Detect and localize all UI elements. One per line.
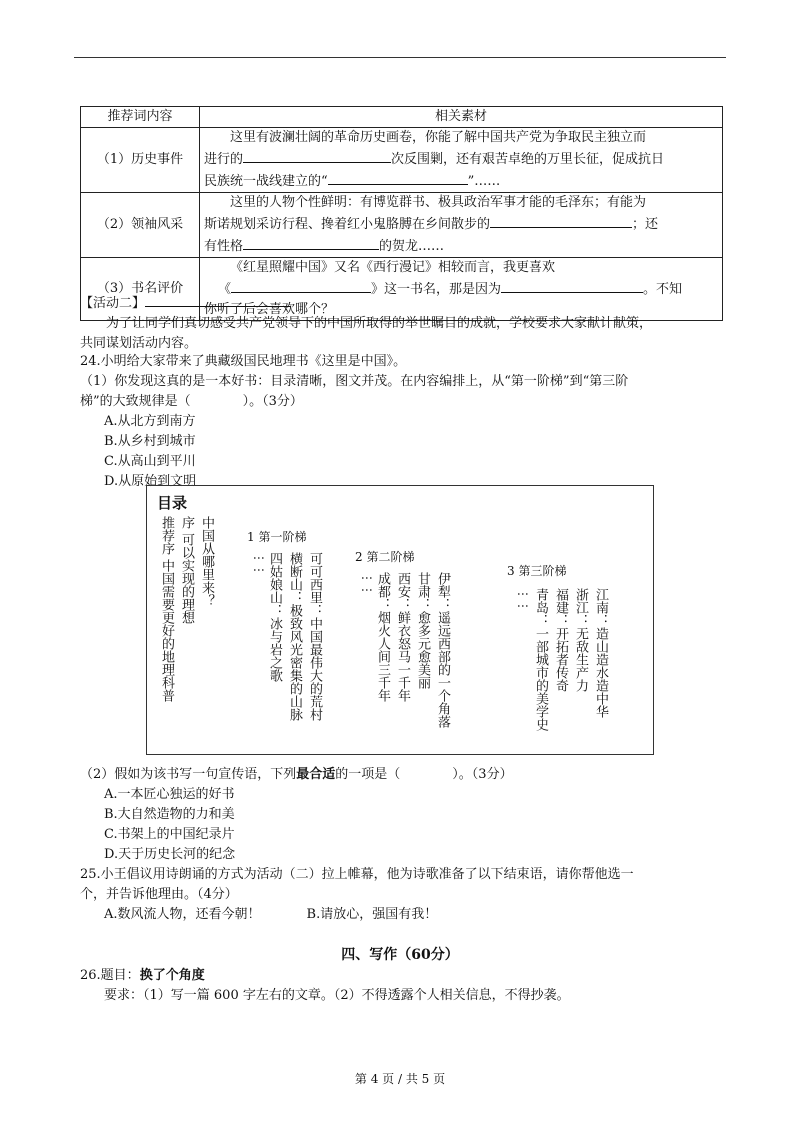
table-row <box>81 128 723 193</box>
row-line: 这里的人物个性鲜明：有博览群书、极具政治军事才能的毛泽东；有能为 <box>230 195 647 210</box>
option-a[interactable]: A.一本匠心独运的好书 <box>104 787 235 802</box>
question-24 <box>80 352 730 492</box>
text: 次反围剿，还有艰苦卓绝的万里长征，促成抗日 <box>391 152 665 167</box>
toc-entry: 西安：鲜衣怒马一千年 <box>395 572 410 702</box>
row-label: （3）书名评价 <box>81 258 200 321</box>
toc-entry: 青岛：一部城市的美学史 <box>533 588 548 731</box>
row-line <box>204 213 718 235</box>
ellipsis-icon: ⋮⋮ <box>516 588 530 612</box>
row-line <box>204 235 718 257</box>
table-row <box>81 193 723 258</box>
activity2-intro: 共同谋划活动内容。 <box>80 336 198 351</box>
text: 民族统一战线建立的“ <box>204 174 328 189</box>
text: 》这一书名，那是因为 <box>371 282 502 297</box>
q25-stem: 25.小王倡议用诗朗诵的方式为活动（二）拉上帷幕，他为诗歌准备了以下结束语，请你帮他选一 <box>80 867 634 882</box>
row-content <box>200 128 723 193</box>
option-b[interactable]: B.请放心，强国有我！ <box>306 907 438 922</box>
row-line: 《红星照耀中国》又名《西行漫记》相较而言，我更喜欢 <box>230 260 556 275</box>
question-26 <box>80 966 730 1006</box>
page-footer: 第 4 页 / 共 5 页 <box>354 1072 446 1086</box>
text: 26.题目： <box>80 968 140 983</box>
activity2-block <box>80 292 730 354</box>
answer-blank[interactable] <box>243 235 379 250</box>
text: 斯诺规划采访行程、搀着红小鬼胳膊在乡间散步的 <box>204 217 491 232</box>
q26-requirements: 要求：（1）写一篇 600 字左右的文章。（2）不得透露个人相关信息，不得抄袭。 <box>104 988 570 1003</box>
activity2-line <box>80 292 730 314</box>
row-line <box>204 148 718 170</box>
recommendation-table <box>80 106 723 321</box>
row-line: 你听了后会喜欢哪个？ <box>204 302 335 317</box>
q25-options <box>104 905 730 925</box>
table-of-contents-figure <box>146 485 654 755</box>
toc-stage-heading: 2 第二阶梯 <box>355 550 415 564</box>
header-rule <box>74 57 726 58</box>
question-25 <box>80 865 730 925</box>
answer-blank[interactable] <box>501 278 643 293</box>
table-header-left: 推荐词内容 <box>81 107 200 128</box>
text: ；还 <box>632 217 659 232</box>
question-24-part2 <box>80 765 730 865</box>
text: 《 <box>218 282 232 297</box>
toc-entry: 中国从哪里来？ <box>199 516 214 607</box>
q24-stem: 24.小明给大家带来了典藏级国民地理书《这里是中国》。 <box>80 354 407 369</box>
option-a[interactable]: A.从北方到南方 <box>104 414 196 429</box>
activity2-label: 【活动二】 <box>80 296 146 311</box>
toc-entry: 四姑娘山：冰与岩之歌 <box>267 552 282 682</box>
toc-entry: 序 可以实现的理想 <box>179 516 194 625</box>
toc-title: 目录 <box>157 494 188 512</box>
option-d[interactable]: D.从原始到文明 <box>104 474 197 489</box>
text: （2）假如为该书写一句宣传语，下列 <box>80 767 297 782</box>
row-line <box>204 170 718 192</box>
answer-blank[interactable] <box>231 278 371 293</box>
text: 。不知 <box>643 282 683 297</box>
row-line: 这里有波澜壮阔的革命历史画卷，你能了解中国共产党为争取民主独立而 <box>230 130 647 145</box>
text: 进行的 <box>204 152 244 167</box>
essay-title: 换了个角度 <box>139 968 205 983</box>
q24-part1: （1）你发现这真的是一本好书：目录清晰，图文并茂。在内容编排上，从“第一阶梯”到“第三阶 <box>80 374 629 389</box>
toc-entry: 横断山：极致风光密集的山脉 <box>287 552 302 721</box>
row-content <box>200 193 723 258</box>
toc-entry: 甘肃：愈多元愈美丽 <box>415 572 430 689</box>
toc-entry: 浙江：无敌生产力 <box>573 588 588 692</box>
table-header-row <box>81 107 723 128</box>
activity2-title-blank[interactable] <box>145 292 291 307</box>
option-c[interactable]: C.从高山到平川 <box>104 454 196 469</box>
section-heading-writing: 四、写作（60分） <box>341 947 459 963</box>
text: 的贺龙…… <box>379 239 445 254</box>
text: ”…… <box>467 174 501 189</box>
table-header-right: 相关素材 <box>200 107 723 128</box>
text: 的一项是（ ）。（3分） <box>335 767 513 782</box>
toc-stage-heading: 1 第一阶梯 <box>247 530 307 544</box>
option-c[interactable]: C.书架上的中国纪录片 <box>104 827 235 842</box>
row-label: （2）领袖风采 <box>81 193 200 258</box>
row-label: （1）历史事件 <box>81 128 200 193</box>
activity2-intro: 为了让同学们真切感受共产党领导下的中国所取得的举世瞩目的成就，学校要求大家献计献策， <box>106 316 653 331</box>
answer-blank[interactable] <box>328 170 468 185</box>
q24-part1: 梯”的大致规律是（ ）。（3分） <box>80 394 303 409</box>
toc-entry: 推荐序 中国需要更好的地理科普 <box>159 516 174 703</box>
toc-stage-heading: 3 第三阶梯 <box>507 564 567 578</box>
toc-entry: 福建：开拓者传奇 <box>553 588 568 692</box>
text: 有性格 <box>204 239 244 254</box>
option-b[interactable]: B.大自然造物的力和美 <box>104 807 235 822</box>
toc-entry: 成都：烟火人间三千年 <box>375 572 390 702</box>
q24-part2-stem <box>80 765 730 785</box>
ellipsis-icon: ⋮⋮ <box>252 552 266 576</box>
option-d[interactable]: D.天于历史长河的纪念 <box>104 847 236 862</box>
option-b[interactable]: B.从乡村到城市 <box>104 434 196 449</box>
emphasis-text: 最合适 <box>296 767 336 782</box>
q25-stem: 个，并告诉他理由。（4分） <box>80 887 238 902</box>
toc-entry: 可可西里：中国最伟大的荒村 <box>307 552 322 721</box>
q26-stem <box>80 966 730 986</box>
option-a[interactable]: A.数风流人物，还看今朝！ <box>104 907 261 922</box>
toc-entry: 伊犁：遥远西部的一个角落 <box>435 572 450 728</box>
toc-entry: 江南：造山造水造中华 <box>593 588 608 718</box>
answer-blank[interactable] <box>243 148 391 163</box>
ellipsis-icon: ⋮⋮ <box>360 572 374 596</box>
answer-blank[interactable] <box>490 213 632 228</box>
